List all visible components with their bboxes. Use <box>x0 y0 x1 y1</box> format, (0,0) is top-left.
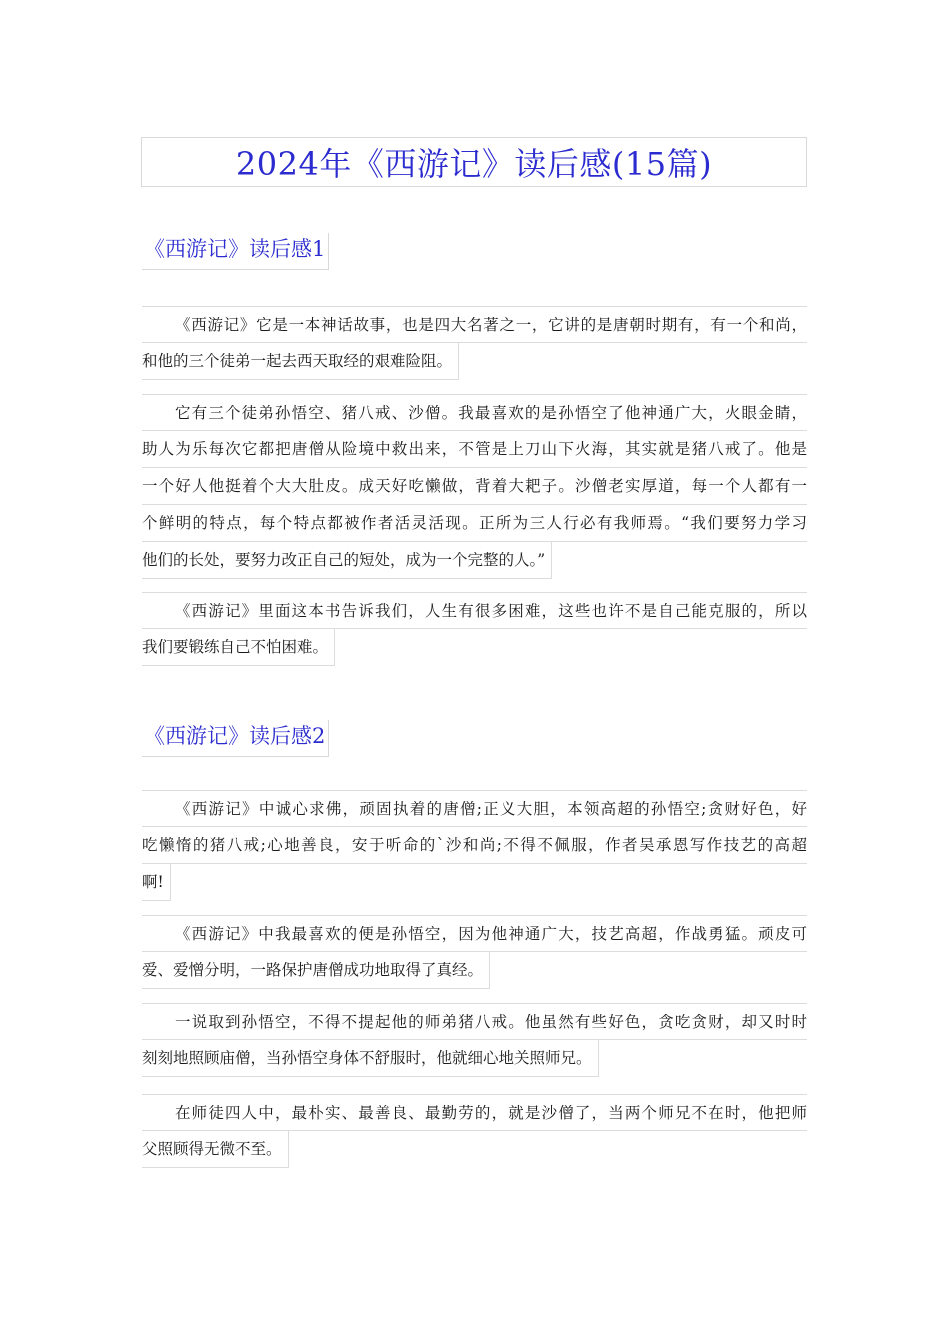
paragraph-line: 一说取到孙悟空，不得不提起他的师弟猪八戒。他虽然有些好色，贪吃贪财，却又时时 <box>142 1003 807 1040</box>
paragraph-line: 《西游记》中我最喜欢的便是孙悟空，因为他神通广大，技艺高超，作战勇猛。顽皮可 <box>142 915 807 952</box>
paragraph-line: 一个好人他挺着个大大肚皮。成天好吃懒做，背着大耙子。沙僧老实厚道，每一个人都有一 <box>142 468 807 505</box>
paragraph-line: 父照顾得无微不至。 <box>142 1131 289 1168</box>
paragraph <box>142 790 807 915</box>
paragraph <box>142 1003 807 1091</box>
paragraph <box>142 915 807 1003</box>
paragraph-line: 他们的长处，要努力改正自己的短处，成为一个完整的人。” <box>142 542 552 579</box>
paragraph-line: 它有三个徒弟孙悟空、猪八戒、沙僧。我最喜欢的是孙悟空了他神通广大，火眼金睛， <box>142 394 807 431</box>
section-heading: 《西游记》读后感2 <box>142 720 329 757</box>
paragraph-line: 我们要锻练自己不怕困难。 <box>142 629 335 666</box>
paragraph-line: 爱、爱憎分明，一路保护唐僧成功地取得了真经。 <box>142 952 490 989</box>
paragraph-line: 吃懒惰的猪八戒;心地善良，安于听命的`沙和尚;不得不佩服，作者吴承恩写作技艺的高超 <box>142 827 807 864</box>
paragraph-line: 刻刻地照顾庙僧，当孙悟空身体不舒服时，他就细心地关照师兄。 <box>142 1040 599 1077</box>
section-heading: 《西游记》读后感1 <box>142 233 329 270</box>
paragraph-line: 在师徒四人中，最朴实、最善良、最勤劳的，就是沙僧了，当两个师兄不在时，他把师 <box>142 1094 807 1131</box>
paragraph <box>142 394 807 593</box>
paragraph-line: 个鲜明的特点，每个特点都被作者活灵活现。正所为三人行必有我师焉。“我们要努力学习 <box>142 505 807 542</box>
paragraph-line: 和他的三个徒弟一起去西天取经的艰难险阻。 <box>142 343 459 380</box>
page-title: 2024年《西游记》读后感(15篇) <box>235 145 713 183</box>
paragraph-line: 啊! <box>142 864 171 901</box>
paragraph <box>142 1094 807 1182</box>
title-box <box>141 137 807 187</box>
paragraph-line: 助人为乐每次它都把唐僧从险境中救出来，不管是上刀山下火海，其实就是猪八戒了。他是 <box>142 431 807 468</box>
paragraph-line: 《西游记》里面这本书告诉我们，人生有很多困难，这些也许不是自己能克服的，所以 <box>142 592 807 629</box>
paragraph-line: 《西游记》它是一本神话故事，也是四大名著之一，它讲的是唐朝时期有，有一个和尚， <box>142 306 807 343</box>
paragraph <box>142 592 807 680</box>
paragraph-line: 《西游记》中诚心求佛，顽固执着的唐僧;正义大胆，本领高超的孙悟空;贪财好色，好 <box>142 790 807 827</box>
paragraph <box>142 306 807 394</box>
